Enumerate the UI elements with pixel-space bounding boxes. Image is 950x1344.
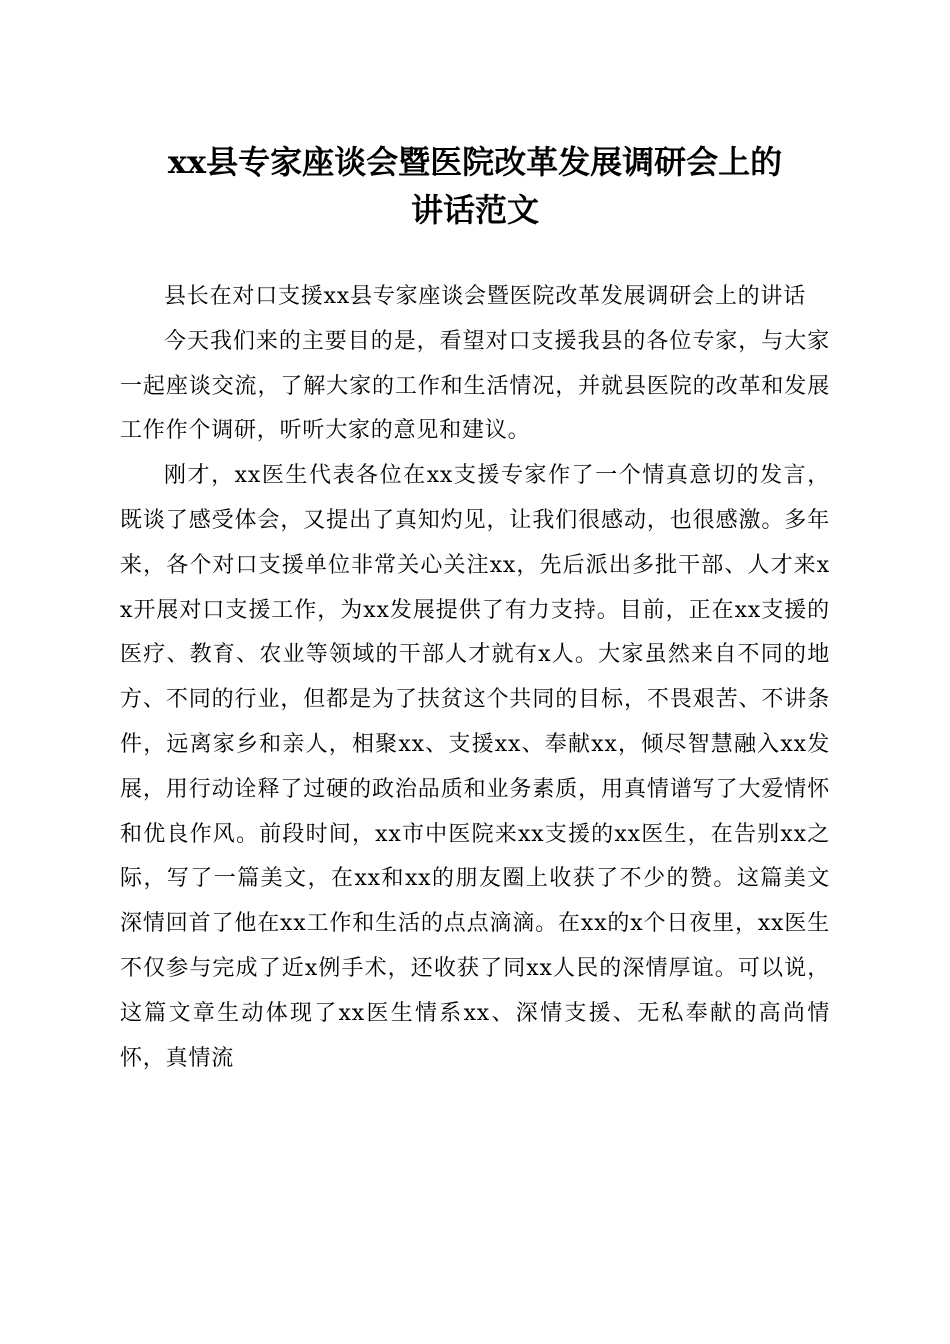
- title-line-1: xx县专家座谈会暨医院改革发展调研会上的: [167, 143, 783, 181]
- document-title: [100, 138, 850, 234]
- paragraph-subtitle: 县长在对口支援xx县专家座谈会暨医院改革发展调研会上的讲话: [164, 284, 807, 309]
- document-body: [120, 275, 830, 1081]
- title-line-2: 讲话范文: [410, 191, 539, 229]
- paragraph-main: 刚才，xx医生代表各位在xx支援专家作了一个情真意切的发言，既谈了感受体会，又提出了真知灼见，让我们很感动，也很感激。多年来，各个对口支援单位非常关心关注xx，先后派出多批干部、人才来xx开展对口支援工作，为xx发展提供了有力支持。目前，正在xx支援的医疗、教育、农业等领域的干部人才就有x人。大家虽然来自不同的地方、不同的行业，但都是为了扶贫这个共同的目标，不畏艰苦、不讲条件，远离家乡和亲人，相聚xx、支援xx、奉献xx，倾尽智慧融入xx发展，用行动诠释了过硬的政治品质和业务素质，用真情谱写了大爱情怀和优良作风。前段时间，xx市中医院来xx支援的xx医生，在告别xx之际，写了一篇美文，在xx和xx的朋友圈上收获了不少的赞。这篇美文深情回首了他在xx工作和生活的点点滴滴。在xx的x个日夜里，xx医生不仅参与完成了近x例手术，还收获了同xx人民的深情厚谊。可以说，这篇文章生动体现了xx医生情系xx、深情支援、无私奉献的高尚情怀，真情流: [120, 463, 830, 1071]
- paragraph-purpose: 今天我们来的主要目的是，看望对口支援我县的各位专家，与大家一起座谈交流，了解大家的工作和生活情况，并就县医院的改革和发展工作作个调研，听听大家的意见和建议。: [120, 328, 830, 444]
